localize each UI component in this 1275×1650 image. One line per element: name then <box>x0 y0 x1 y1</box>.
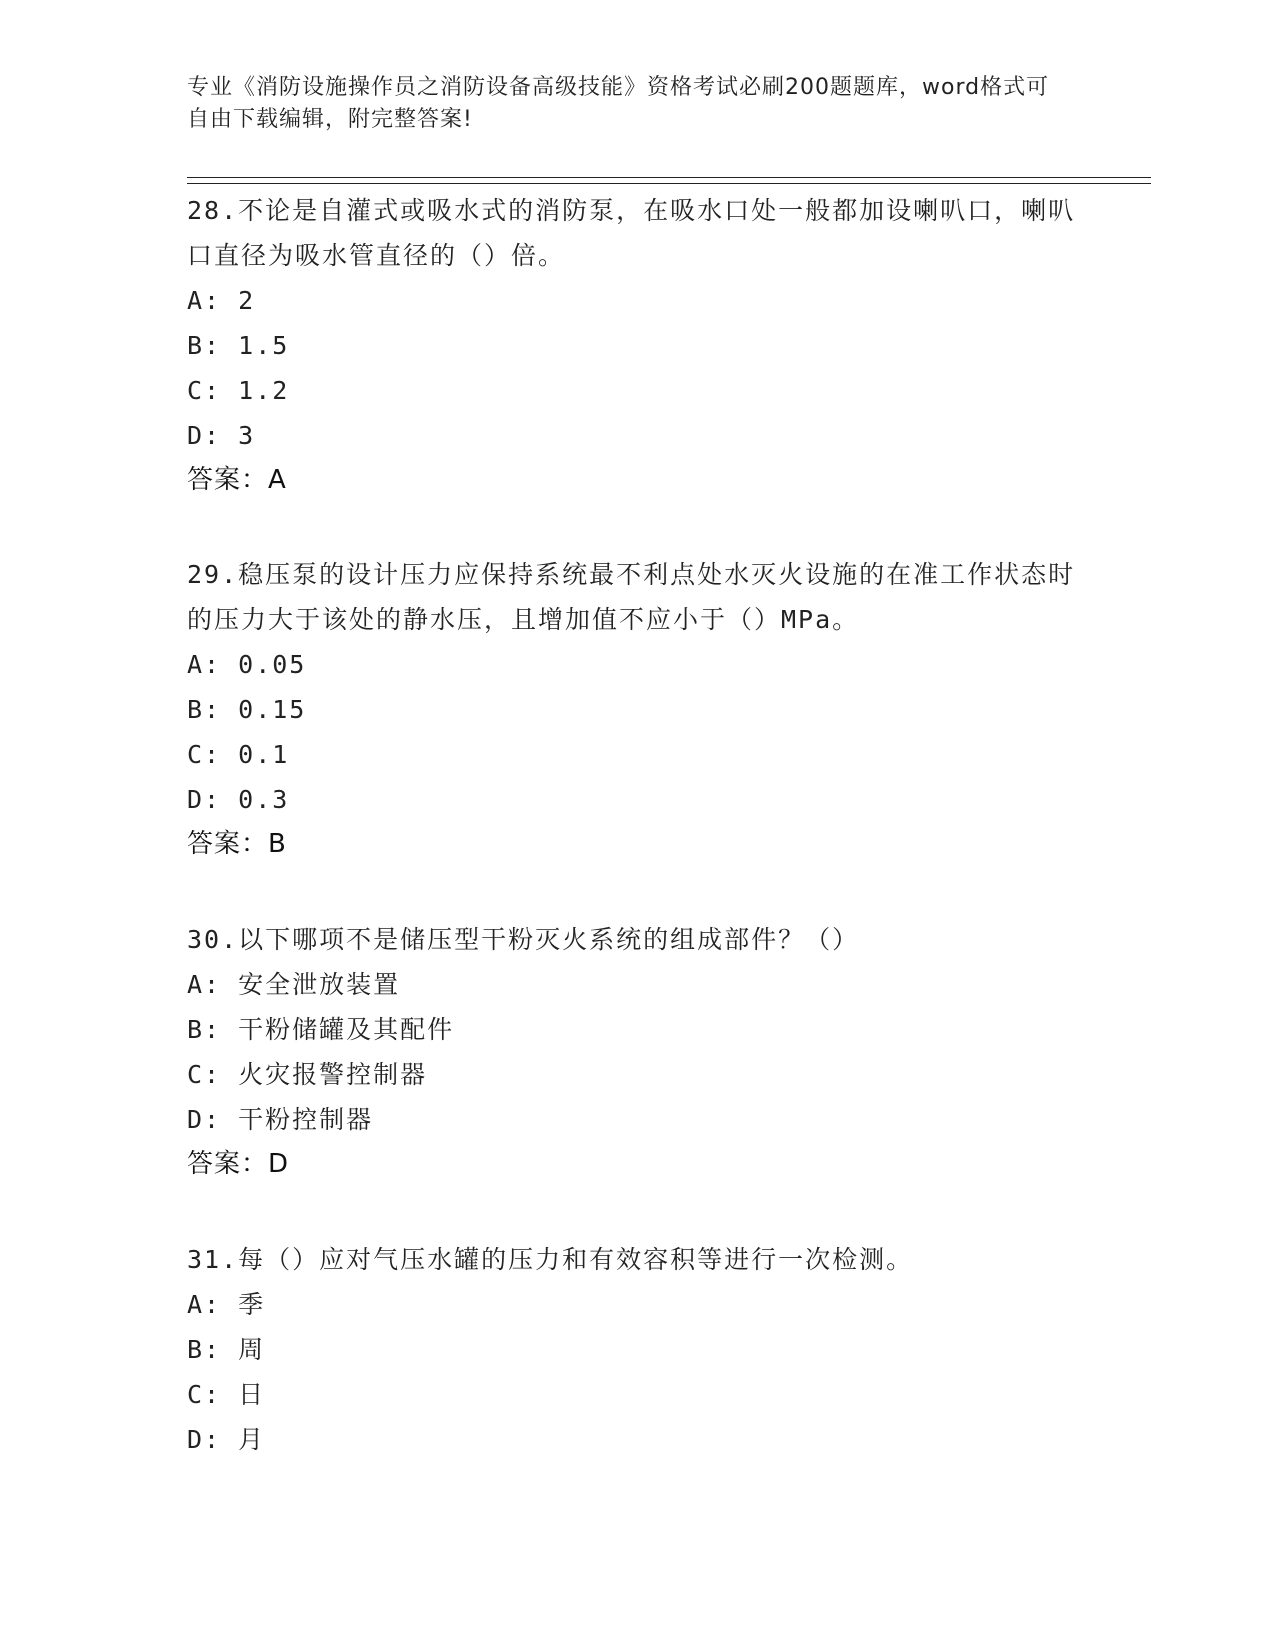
option-d: D: 月 <box>187 1425 266 1454</box>
header-divider-bottom <box>187 183 1151 184</box>
option-a: A: 安全泄放装置 <box>187 970 401 999</box>
option-c: C: 火灾报警控制器 <box>187 1060 428 1089</box>
answer-line: 答案：A <box>187 465 287 495</box>
question-28 <box>187 188 1087 503</box>
option-c: C: 1.2 <box>187 376 290 405</box>
question-31 <box>187 1237 1087 1462</box>
option-d: D: 0.3 <box>187 785 290 814</box>
option-c: C: 日 <box>187 1380 266 1409</box>
option-b: B: 0.15 <box>187 695 307 724</box>
option-d: D: 3 <box>187 421 256 450</box>
option-a: A: 2 <box>187 286 256 315</box>
option-b: B: 干粉储罐及其配件 <box>187 1015 455 1044</box>
option-a: A: 季 <box>187 1290 266 1319</box>
question-stem: 31.每（）应对气压水罐的压力和有效容积等进行一次检测。 <box>187 1245 914 1274</box>
question-stem: 28.不论是自灌式或吸水式的消防泵，在吸水口处一般都加设喇叭口，喇叭口直径为吸水管直径的（）倍。 <box>187 196 1076 270</box>
option-c: C: 0.1 <box>187 740 290 769</box>
question-stem: 29.稳压泵的设计压力应保持系统最不利点处水灭火设施的在准工作状态时的压力大于该处的静水压，且增加值不应小于（）MPa。 <box>187 560 1076 634</box>
answer-line: 答案：D <box>187 1149 290 1179</box>
option-b: B: 周 <box>187 1335 266 1364</box>
question-29 <box>187 552 1087 867</box>
header-divider-top <box>187 177 1151 178</box>
option-d: D: 干粉控制器 <box>187 1105 374 1134</box>
document-header: 专业《消防设施操作员之消防设备高级技能》资格考试必刷200题题库，word格式可自由下载编辑，附完整答案! <box>187 75 1050 132</box>
option-b: B: 1.5 <box>187 331 290 360</box>
option-a: A: 0.05 <box>187 650 307 679</box>
answer-line: 答案：B <box>187 829 287 859</box>
question-30 <box>187 917 1087 1187</box>
question-stem: 30.以下哪项不是储压型干粉灭火系统的组成部件？（） <box>187 925 860 954</box>
